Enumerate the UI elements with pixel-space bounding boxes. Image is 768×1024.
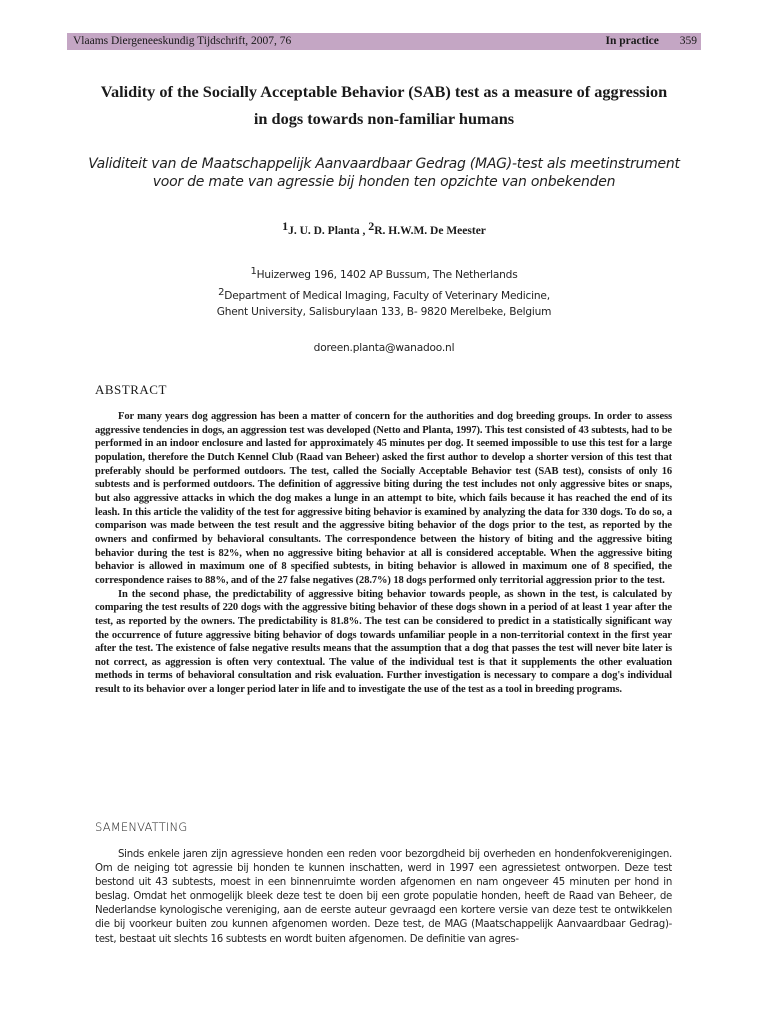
- author2-superscript: 2: [368, 219, 375, 233]
- samenvatting-body: [95, 848, 672, 947]
- section-label: In practice: [605, 35, 659, 47]
- dutch-title-line-1: Validiteit van de Maatschappelijk Aanvaardbaar Gedrag (MAG)-test als meetinstrument: [88, 156, 680, 172]
- samenvatting-heading: SAMENVATTING: [95, 820, 188, 834]
- abstract-paragraph-2: In the second phase, the predictability of aggressive biting behavior towards people, as shown in the test, is calculated by comparing the test results of 220 dogs with the aggressive biting behavior of these dogs shown in a period of at least 1 year after the test, as reported by the owners. The predictability is 81.8%. The test can be considered to predict in a statistically significant way the occurrence of future aggressive biting behavior of dogs towards unfamiliar people in a non-territorial context in the first year after the test. The existence of false negative results means that the assumption that a dog that passes the test will never bite later is not correct, as aggression is often very contextual. The value of the individual test is that it supplements the other evaluation methods in terms of behavioral consultation and risk evaluation. Further investigation is necessary to compare a dog's individual result to its behavior over a longer period later in life and to investigate the use of the test as a tool in breeding programs.: [95, 588, 672, 696]
- running-header: [67, 33, 701, 50]
- affiliation-2: [60, 286, 708, 303]
- affiliation-1-superscript: 1: [250, 266, 257, 277]
- author-list: [60, 216, 708, 241]
- dutch-title-line-2: voor de mate van agressie bij honden ten opzichte van onbekenden: [152, 174, 616, 190]
- header-right: [606, 33, 697, 50]
- journal-citation: Vlaams Diergeneeskundig Tijdschrift, 2007, 76: [73, 35, 292, 47]
- samenvatting-paragraph-1: Sinds enkele jaren zijn agressieve honden een reden voor bezorgdheid bij overheden en hondenfokverenigingen. Om de neiging tot agressie bij honden te kunnen inschatten, werd in 1997 een agressietest ontworpen. Deze test bestond uit 43 subtests, moest in een binnenruimte worden afgenomen en nam ongeveer 45 minuten per hond in beslag. Omdat het onmogelijk bleek deze test te doen bij een grote populatie honden, heeft de Raad van Beheer, de Nederlandse kynologische vereniging, aan de eerste auteur gevraagd een kortere versie van deze test te ontwikkelen die bij voorkeur buiten zou kunnen afgenomen worden. Deze test, de MAG (Maatschappelijk Aanvaardbaar Gedrag)-test, bestaat uit slechts 16 subtests en wordt buiten afgenomen. De definitie van agres-: [95, 849, 672, 945]
- page-number: 359: [679, 35, 697, 47]
- abstract-paragraph-1: For many years dog aggression has been a matter of concern for the authorities and dog breeding groups. In order to assess aggressive tendencies in dogs, an aggression test was developed (Netto and Planta, 1997). This test consisted of 43 subtests, had to be performed in an indoor enclosure and lasted for approximately 45 minutes per dog. It seemed impossible to use this test for a large population, therefore the Dutch Kennel Club (Raad van Beheer) asked the first author to develop a shorter version of this test that preferably should be performed outdoors. The test, called the Socially Acceptable Behavior test (SAB test), consists of only 16 subtests and is performed outdoors. The definition of aggressive biting during the test includes not only aggressive bites or snaps, but also aggressive attacks in which the dog makes a lunge in an attempt to bite, which fails because it has reached the end of its leash. In this article the validity of the test for aggressive biting behavior is examined by analyzing the data for 330 dogs. To do so, a comparison was made between the test result and the aggressive biting behavior of the dogs prior to the test, as reported by the owners and confirmed by behavioral consultants. The correspondence between the history of biting and the aggressive biting behavior during the test is 82%, when no aggressive biting behavior at all is considered acceptable. When the aggressive biting behavior is allowed in maximum one of 8 specified subtests, in biting behavior is allowed in maximum one of 8 specified, the correspondence raises to 88%, and of the 27 false negatives (28.7%) 18 dogs performed only territorial aggression prior to the test.: [95, 411, 672, 586]
- article-title-line-1: Validity of the Socially Acceptable Behavior (SAB) test as a measure of aggression: [100, 82, 668, 101]
- affiliation-1: [60, 265, 708, 282]
- dutch-title: [70, 155, 698, 191]
- author1-superscript: 1: [282, 219, 289, 233]
- author-email: doreen.planta@wanadoo.nl: [313, 342, 455, 354]
- abstract-heading: ABSTRACT: [95, 382, 167, 397]
- abstract-body: [95, 410, 672, 697]
- author-2: R. H.W.M. De Meester: [374, 225, 486, 237]
- affiliation-1-text: Huizerweg 196, 1402 AP Bussum, The Netherlands: [256, 269, 518, 281]
- article-title: [60, 78, 708, 132]
- author-1: J. U. D. Planta ,: [288, 225, 366, 237]
- affiliation-2-line-2: Ghent University, Salisburylaan 133, B- 9820 Merelbeke, Belgium: [216, 306, 552, 318]
- affiliation-2-line-1: Department of Medical Imaging, Faculty of Veterinary Medicine,: [224, 290, 550, 302]
- affiliation-2-superscript: 2: [218, 287, 225, 298]
- article-title-line-2: in dogs towards non-familiar humans: [253, 109, 515, 128]
